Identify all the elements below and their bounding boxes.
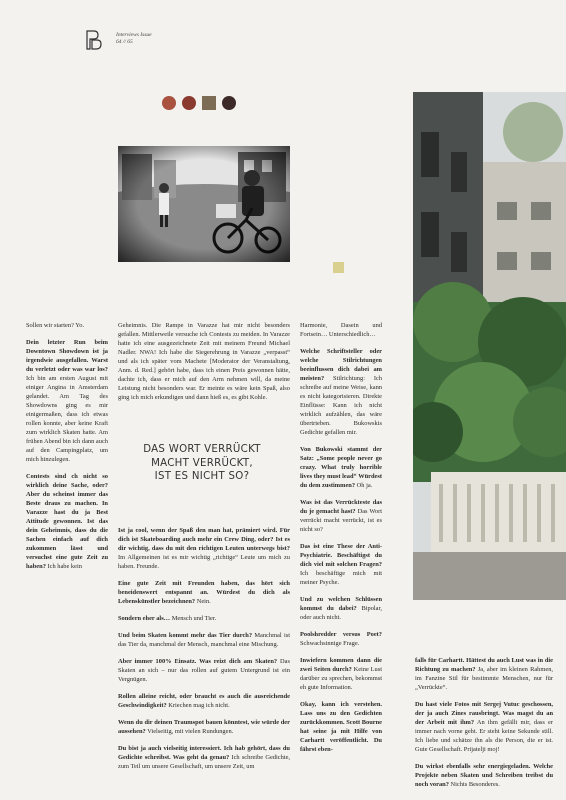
text-column-4	[415, 656, 553, 797]
swatch-red-circle	[182, 96, 196, 110]
swatch-rust-circle	[162, 96, 176, 110]
paragraph: Poolshredder versus Poet? Schwachsinnige Frage.	[300, 631, 382, 647]
paragraph: Du wirkst ebenfalls sehr energiegeladen. Welche Projekte neben Skaten und Schreiben treibst du noch voran? Nichts Besonderes.	[415, 763, 553, 788]
paragraph: falls für Carhartt. Hättest du auch Lust was in die Richtung zu machen? Ja, aber im kleinen Rahmen, im Fanzine Stil für bestimmte Menschen, nur für „Verrückte“.	[415, 657, 553, 691]
color-swatches	[162, 96, 236, 110]
paragraph: Geheimnis. Die Rampe in Varazze hat mir nicht besonders gefallen. Mittlerweile versuche ich Contests zu meiden. In Varazze hatte ich eine ausgezeichnete Zeit mit meinem Freund Michael Nadler. NWA! Ich habe die Siegerehrung in Varazze „verpasst“ und als ich später vom Machete [Moderator der Veranstaltung, Anm. d. Red.] gehört habe, dass ich einen Preis gewonnen hätte, dachte ich, dass er mich auf den Arm nehmen will, da meine Leistung nicht besonders war. Er meinte es wäre kein Spaß, also ging ich mich erkundigen und dann hieß es, es gibt Kohle.	[118, 322, 290, 401]
paragraph: Aber immer 100% Einsatz. Was reizt dich am Skaten? Das Skaten an sich – nur das rollen auf gutem Untergrund ist ein Vergnügen.	[118, 658, 290, 683]
paragraph: Dein letzter Run beim Downtown Showdown ist ja irgendwie ausgefallen. Warst du verletzt oder was war los? Ich bin am ersten August mit einiger Angina in Amsterdam gelandet. Am Tag des Showdowns ging es mir einigermaßen, dass ich etwas rollen konnte, aber keine Kraft zum wirklich Skaten hatte. Am frühen Abend bin ich dann auch auf den Campingplatz, um mich hinzulegen.	[26, 339, 108, 463]
paragraph: Harmonie, Dasein und Fortsein… Unterschiedlich…	[300, 322, 382, 338]
paragraph: Was ist das Verrückteste das du je gemacht hast? Das Wort verrückt macht verrückt, ist es nicht so?	[300, 499, 382, 533]
pull-quote	[139, 443, 265, 484]
issue-line: Interviews Issue	[116, 32, 152, 38]
building-with-plants-photo	[413, 92, 566, 600]
paragraph: Sollen wir starten? Yo.	[26, 322, 85, 329]
issue-label	[116, 32, 152, 46]
paragraph: Von Bukowski stammt der Satz: „Some people never go crazy. What truly horrible lives they must lead“ Würdest du dem zustimmen? Oh ja.	[300, 446, 382, 489]
text-column-3	[300, 321, 382, 762]
paragraph: Inwiefern kommen dann die zwei Seiten durch? Keine Lust darüber zu sprechen, bekommst eh gute Information.	[300, 657, 382, 691]
skater-on-bike-photo	[118, 146, 290, 262]
paragraph: Wenn du dir deinen Traumspot bauen könntest, wie würde der aussehen? Vielseitig, mit vielen Rundungen.	[118, 719, 290, 735]
paragraph: Du bist ja auch vielseitig interessiert. Ich hab gehört, dass du Gedichte schreibst. Was geht da genau? Ich schreibe Gedichte, zum Teil um unsere Gesellschaft, um unsere Zeit, um	[118, 745, 291, 770]
paragraph: Okay, kann ich verstehen. Lass uns zu den Gedichten zurückkommen. Scott Bourne hat seine ja mit Hilfe von Carhartt veröffentlicht. Du fährst eben-	[300, 701, 382, 753]
text-column-1	[26, 321, 108, 579]
paragraph: Welche Schriftsteller oder welche Stilrichtungen beeinflussen dich dabei am meisten? Stilrichtung: Ich schreibe auf meine Weise, kann es nicht kategorisieren. Direkte Einflüsse: Kann ich nicht wirklich aufzählen, das wäre übertrieben. Bukowskis Gedichte gefallen mir.	[300, 348, 382, 436]
magazine-logo-icon	[85, 30, 103, 50]
swatch-olive-square	[202, 96, 216, 110]
pull-quote-line: MACHT VERRÜCKT,	[151, 457, 253, 469]
paragraph: Und beim Skaten kommt mehr das Tier durch? Manchmal ist das Tier da, manchmal der Mensch, manchmal eine Mischung.	[118, 632, 290, 648]
paragraph: Contests sind ch nicht so wirklich deine Sache, oder? Aber du scheinst immer das Beste draus zu machen. In Varazze hast du ja Best Attitude gewonnen. Ist das dein Geheimnis, dass du die Sachen einfach auf dich zukommen lässt und versuchst eine gute Zeit zu haben? Ich habe kein	[26, 473, 108, 570]
swatch-brown-circle	[222, 96, 236, 110]
paragraph: Eine gute Zeit mit Freunden haben, das hört sich beneidenswert entspannt an. Würdest du dich als Lebenskünstler bezeichnen? Nein.	[118, 580, 290, 605]
pull-quote-line: DAS WORT VERRÜCKT	[143, 444, 261, 455]
paragraph: Rollen alleine reicht, oder braucht es auch die ausreichende Geschwindigkeit? Kriechen mag ich nicht.	[118, 693, 290, 709]
paragraph: Das ist eine These der Anti-Psychiatrie. Beschäftigst du dich viel mit solchen Fragen? Ich beschäftige mich mit meiner Psyche.	[300, 543, 382, 586]
pull-quote-line: IST ES NICHT SO?	[154, 471, 250, 482]
paragraph: Ist ja cool, wenn der Spaß den man hat, prämiert wird. Für dich ist Skateboarding auch mehr ein Crew Ding, oder? Ist es dir wichtig, dass du mit den richtigen Leuten unterwegs bist? Im Allgemeinen ist es mir wichtig „richtige“ Leute um mich zu haben. Freunde.	[118, 527, 290, 570]
text-column-2	[118, 321, 290, 779]
page-numbers: 64 // 65	[116, 39, 133, 45]
paragraph: Sondern eher als… Mensch und Tier.	[118, 615, 217, 622]
paragraph: Und zu welchen Schlüssen kommst du dabei? Bipolar, oder auch nicht.	[300, 596, 382, 621]
paragraph: Du hast viele Fotos mit Sergej Vutuc geschossen, der ja auch Zines rausbringt. Was magst du an der Arbeit mit ihm? An ihm gefällt mir, dass er immer nach vorne geht. Er steht keine Sekunde still. Ich liebe und schätze ihn als die Person, die er ist. Gute Gesellschaft. Prijatelji moj!	[415, 701, 554, 753]
yellow-square-marker	[333, 262, 344, 273]
